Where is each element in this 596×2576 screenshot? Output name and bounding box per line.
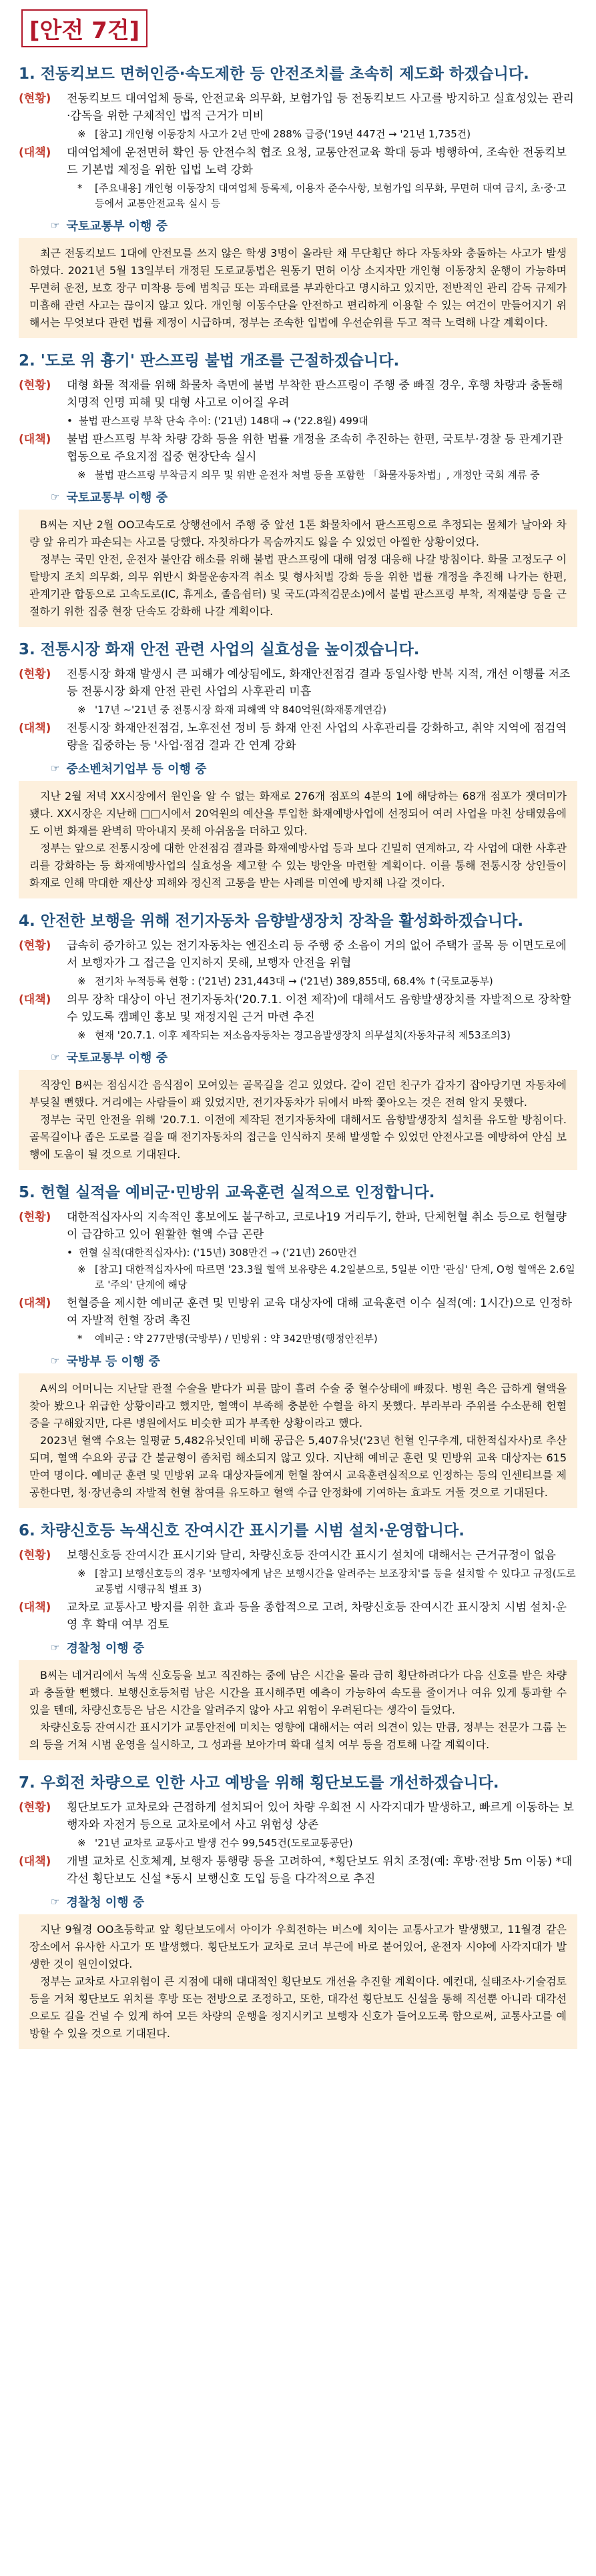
arrow-icon: ☞ — [51, 219, 60, 231]
note-mark: ※ — [77, 975, 86, 987]
status-row — [19, 937, 577, 972]
note-mark: ※ — [77, 704, 86, 716]
note-mark: ※ — [77, 1263, 86, 1275]
row-tag: (대책) — [19, 1855, 51, 1868]
note-text: 예비군 : 약 277만명(국방부) / 민방위 : 약 342만명(행정안전부) — [95, 1333, 378, 1345]
section-title: 5. 헌혈 실적을 예비군·민방위 교육훈련 실적으로 인정합니다. — [19, 1184, 435, 1201]
ministry-text: 중소벤처기업부 등 이행 중 — [66, 762, 207, 776]
ministry-line — [51, 1639, 577, 1656]
narrative-box — [19, 510, 577, 627]
narrative-paragraph: 2023년 혈액 수요는 일평균 5,482유닛인데 비해 공급은 5,407유닛('23년 헌혈 인구추계, 대한적십자사)로 추산되며, 혈액 수요와 공급 간 불균형이 좀처럼 해소되지 않고 있다. 지난해 예비군 훈련 및 민방위 교육 대상자는 615만여 명이다. 예비군 훈련 및 민방위 교육 대상자들에게 헌혈 참여시 교육훈련실적으로 인정하는 등의 인센티브를 제공한다면, 청·장년층의 자발적 헌혈 참여를 유도하고 혈액 수급 안정화에 기여하는 효과도 거둘 것으로 기대된다. — [29, 1434, 567, 1499]
note-mark: * — [77, 182, 83, 194]
document-title: [안전 7건] — [21, 9, 147, 47]
note-mark: ※ — [77, 1029, 86, 1041]
row-tag: (현황) — [19, 939, 51, 952]
note-text: [참고] 대한적십자사에 따르면 '23.3월 혈액 보유량은 4.2일분으로, 5일분 이만 '관심' 단계, O형 혈액은 2.6일로 '주의' 단계에 해당 — [95, 1263, 575, 1291]
note-row — [77, 127, 577, 142]
note-text: '17년 ~'21년 중 전통시장 화재 피해액 약 840억원(화재통계연감) — [95, 704, 386, 716]
note-row — [77, 181, 577, 211]
status-row — [19, 90, 577, 125]
narrative-box — [19, 238, 577, 338]
note-mark: ※ — [77, 1567, 86, 1579]
narrative-box — [19, 1660, 577, 1760]
note-row — [77, 1836, 577, 1851]
narrative-paragraph: 정부는 국민 안전, 운전자 불안감 해소를 위해 불법 판스프링에 대해 엄정 대응해 나갈 방침이다. 화물 고정도구 이탈방지 조치 의무화, 의무 위반시 화물운송자격 취소 및 형사처벌 강화 등을 위한 법률 개정을 추진해 나가는 한편, 관계기관 합동으로 고속도로(IC, 휴게소, 졸음쉼터) 및 국도(과적검문소)에서 불법 판스프링 부착, 적재불량 등을 근절하기 위한 집중 현장 단속도 강화해 나갈 계획이다. — [29, 553, 567, 618]
ministry-line — [51, 1049, 577, 1066]
narrative-paragraph: A씨의 어머니는 지난달 관절 수술을 받다가 피를 많이 흘려 수술 중 혈수상태에 빠졌다. 병원 측은 급하게 혈액을 찾아 봤으나 위급한 상황이라고 했지만, 혈액이 부족해 충분한 수혈을 하지 못했다. 부라부라 주위를 수소문해 헌혈증을 구해왔지만, 다른 병원에서도 비슷한 피가 부족한 상황이라고 했다. — [29, 1382, 567, 1429]
section-title: 7. 우회전 차량으로 인한 사고 예방을 위해 횡단보도를 개선하겠습니다. — [19, 1774, 499, 1792]
row-tag: (대책) — [19, 146, 51, 159]
arrow-icon: ☞ — [51, 762, 60, 774]
ministry-text: 국토교통부 이행 중 — [66, 1051, 168, 1065]
status-row — [19, 377, 577, 412]
ministry-text: 경찰청 이행 중 — [66, 1642, 145, 1656]
row-tag: (현황) — [19, 668, 51, 681]
ministry-line — [51, 488, 577, 506]
row-tag: (현황) — [19, 1211, 51, 1224]
section-title: 2. '도로 위 흉기' 판스프링 불법 개조를 근절하겠습니다. — [19, 352, 400, 370]
narrative-paragraph: 정부는 앞으로 전통시장에 대한 안전점검 결과를 화재예방사업 등과 보다 긴밀히 연계하고, 각 사업에 대한 사후관리를 강화하는 등 화재예방사업의 실효성을 제고할 수 있는 방안을 마련할 계획이다. 이를 통해 전통시장 상인들이 화재로 인해 막대한 재산상 피해와 정신적 고통을 받는 사례를 미연에 방지해 나갈 것이다. — [29, 842, 567, 889]
measure-row — [19, 1599, 577, 1634]
row-tag: (대책) — [19, 433, 51, 446]
narrative-box — [19, 1070, 577, 1170]
row-text: 대한적십자사의 지속적인 홍보에도 불구하고, 코로나19 거리두기, 한파, 단체헌혈 취소 등으로 헌혈량이 급감하고 있어 원활한 혈액 수급 곤란 — [67, 1211, 567, 1241]
row-text: 대형 화물 적재를 위해 화물차 측면에 불법 부착한 판스프링이 주행 중 빠질 경우, 후행 차량과 충돌해 치명적 인명 피해 및 대형 사고로 이어질 우려 — [67, 379, 563, 410]
section-1 — [19, 63, 577, 338]
ministry-line — [51, 760, 577, 777]
row-text: 급속히 증가하고 있는 전기자동차는 엔진소리 등 주행 중 소음이 거의 없어 주택가 골목 등 이면도로에서 보행자가 그 접근을 인지하지 못해, 보행자 안전을 위협 — [67, 939, 567, 970]
narrative-paragraph: 차량신호등 잔여시간 표시기가 교통안전에 미치는 영향에 대해서는 여러 의견이 있는 만큼, 정부는 전문가 그룹 논의 등을 거쳐 시범 운영을 실시하고, 그 성과를 보아가며 확대 설치 여부 등을 검토해 나갈 계획이다. — [29, 1721, 567, 1751]
note-text: 전기차 누적등록 현황 : ('21년) 231,443대 → ('21년) 389,855대, 68.4% ↑(국토교통부) — [95, 975, 493, 987]
measure-row — [19, 1853, 577, 1888]
section-3 — [19, 639, 577, 898]
narrative-paragraph: 지난 2월 저녁 XX시장에서 원인을 알 수 없는 화재로 276개 점포의 4분의 1에 해당하는 68개 점포가 잿더미가 됐다. XX시장은 지난해 □□시에서 20억원의 예산을 투입한 화재예방사업에 선정되어 여러 사업을 마친 상태였음에도 이번 화재를 완벽히 막아내지 못해 아쉬움을 더하고 있다. — [29, 790, 567, 837]
ministry-line — [51, 1893, 577, 1910]
row-tag: (현황) — [19, 379, 51, 392]
arrow-icon: ☞ — [51, 1355, 60, 1367]
section-7 — [19, 1772, 577, 2049]
row-tag: (대책) — [19, 993, 51, 1007]
section-title: 3. 전통시장 화재 안전 관련 사업의 실효성을 높이겠습니다. — [19, 641, 420, 658]
note-row — [77, 1262, 577, 1293]
row-text: 전동킥보드 대여업체 등록, 안전교육 의무화, 보험가입 등 전동킥보드 사고를 방지하고 실효성있는 관리·감독을 위한 구체적인 법적 근거가 미비 — [67, 92, 574, 123]
measure-row — [19, 1295, 577, 1329]
row-tag: (대책) — [19, 722, 51, 735]
ministry-text: 국방부 등 이행 중 — [66, 1355, 160, 1369]
status-row — [19, 1799, 577, 1834]
note-row — [77, 1331, 577, 1347]
status-row — [19, 1547, 577, 1564]
note-mark: ※ — [77, 469, 86, 481]
status-row — [19, 1209, 577, 1243]
narrative-box — [19, 781, 577, 898]
ministry-text: 경찰청 이행 중 — [66, 1896, 145, 1910]
row-text: 보행신호등 잔여시간 표시기와 달리, 차량신호등 잔여시간 표시기 설치에 대해서는 근거규정이 없음 — [67, 1549, 556, 1562]
narrative-paragraph: 최근 전동킥보드 1대에 안전모를 쓰지 않은 학생 3명이 올라탄 채 무단횡단 하다 자동차와 충돌하는 사고가 발생하였다. 2021년 5월 13일부터 개정된 도로교통법은 원동기 면허 이상 소지자만 개인형 이동장치 운행이 가능하며 무면허 운전, 보호 장구 미착용 등에 범칙금 또는 과태료를 부과한다고 명시하고 있지만, 전반적인 관리 감독 규제가 미흡해 관련 사고는 끊이지 않고 있다. 개인형 이동수단을 안전하고 편리하게 이용할 수 있는 여건이 만들어지기 위해서는 무엇보다 관련 법률 제정이 시급하며, 정부는 조속한 입법에 우선순위를 두고 적극 노력해 나갈 계획이다. — [29, 247, 567, 329]
sections-container — [19, 63, 577, 2049]
note-mark: ※ — [77, 128, 86, 140]
measure-row — [19, 720, 577, 754]
bullet-row — [67, 414, 577, 429]
arrow-icon: ☞ — [51, 491, 60, 503]
note-text: 현재 '20.7.1. 이후 제작되는 저소음자동차는 경고음발생장치 의무설치(자동차규칙 제53조의3) — [95, 1029, 511, 1041]
ministry-line — [51, 217, 577, 234]
arrow-icon: ☞ — [51, 1896, 60, 1908]
row-tag: (대책) — [19, 1601, 51, 1614]
row-tag: (현황) — [19, 1801, 51, 1814]
narrative-box — [19, 1914, 577, 2049]
row-text: 전통시장 화재 발생시 큰 피해가 예상됨에도, 화재안전점검 결과 동일사항 반복 지적, 개선 이행률 저조 등 전통시장 화재 안전 관련 사업의 사후관리 미흡 — [67, 668, 571, 698]
note-text: [주요내용] 개인형 이동장치 대여업체 등록제, 이용자 준수사항, 보험가입 의무화, 무면허 대여 금지, 초·중·고 등에서 교통안전교육 실시 등 — [95, 182, 567, 209]
narrative-paragraph: 정부는 국민 안전을 위해 '20.7.1. 이전에 제작된 전기자동차에 대해서도 음향발생장치 설치를 유도할 방침이다. 골목길이나 좁은 도로를 걸을 때 전기자동차의 접근을 인식하지 못해 발생할 수 있었던 안전사고를 예방하여 안심 보행에 도움이 될 것으로 기대된다. — [29, 1113, 567, 1161]
section-4 — [19, 910, 577, 1170]
note-text: [참고] 보행신호등의 경우 '보행자에게 남은 보행시간을 알려주는 보조장치'를 둥을 설치할 수 있다고 규정(도로교통법 시행규칙 별표 3) — [95, 1567, 576, 1595]
narrative-paragraph: 정부는 교차로 사고위험이 큰 지점에 대해 대대적인 횡단보도 개선을 추진할 계획이다. 예컨대, 실태조사·기술검토 등을 거쳐 횡단보도 위치를 후방 또는 전방으로 조정하고, 또한, 대각선 횡단보도 신설을 통해 직선뿐 아니라 대각선으로도 길을 건널 수 있게 하여 모든 차량의 운행을 정지시키고 보행자 신호가 들어오도록 함으로써, 교통사고를 예방할 수 있을 것으로 기대된다. — [29, 1975, 567, 2040]
status-row — [19, 666, 577, 700]
section-title: 1. 전동킥보드 면허인증·속도제한 등 안전조치를 초속히 제도화 하겠습니다. — [19, 65, 529, 83]
section-title: 4. 안전한 보행을 위해 전기자동차 음향발생장치 장착을 활성화하겠습니다. — [19, 912, 524, 930]
bullet-row — [67, 1245, 577, 1261]
section-6 — [19, 1520, 577, 1760]
narrative-paragraph: 직장인 B씨는 점심시간 음식점이 모여있는 골목길을 걷고 있었다. 같이 걷던 친구가 갑자기 잡아당기면 자동차에 부딪칠 뻔했다. 거리에는 사람들이 꽤 있었지만, 전기자동차가 뒤에서 바짝 쫓아오는 것은 전혀 알지 못했다. — [29, 1079, 567, 1109]
arrow-icon: ☞ — [51, 1051, 60, 1063]
measure-row — [19, 431, 577, 466]
note-row — [77, 1566, 577, 1597]
note-row — [77, 974, 577, 989]
section-2 — [19, 350, 577, 627]
ministry-text: 국토교통부 이행 중 — [66, 491, 168, 505]
note-text: '21년 교차로 교통사고 발생 건수 99,545건(도로교통공단) — [95, 1837, 353, 1849]
measure-row — [19, 144, 577, 179]
section-title: 6. 차량신호등 녹색신호 잔여시간 표시기를 시범 설치·운영합니다. — [19, 1522, 465, 1539]
narrative-paragraph: B씨는 네거리에서 녹색 신호등을 보고 직진하는 중에 남은 시간을 몰라 급히 횡단하려다가 다음 신호를 받은 차량과 충돌할 뻔했다. 보행신호등처럼 남은 시간을 표시해주면 예측이 가능하여 속도를 줄이거나 여유 있게 통과할 수 있을 텐데, 차량신호등은 남은 시간을 알려주지 않아 사고 위험이 우려된다는 생각이 들었다. — [29, 1669, 567, 1716]
row-text: 전통시장 화재안전점검, 노후전선 정비 등 화재 안전 사업의 사후관리를 강화하고, 취약 지역에 점검역량을 집중하는 등 '사업·점검 결과 간 연계 강화 — [67, 722, 567, 752]
note-mark: * — [77, 1333, 83, 1345]
measure-row — [19, 991, 577, 1026]
row-tag: (대책) — [19, 1297, 51, 1310]
section-5 — [19, 1182, 577, 1508]
row-text: 대여업체에 운전면허 확인 등 안전수칙 협조 요청, 교통안전교육 확대 등과 병행하여, 조속한 전동킥보드 기본법 제정을 위한 입법 노력 강화 — [67, 146, 567, 177]
narrative-paragraph: 지난 9월경 OO초등학교 앞 횡단보도에서 아이가 우회전하는 버스에 치이는 교통사고가 발생했고, 11월경 같은 장소에서 유사한 사고가 또 발생했다. 횡단보도가 교차로 코너 부근에 바로 붙어있어, 운전자 시야에 사각지대가 발생한 것이 원인이었다. — [29, 1923, 567, 1970]
row-text: 의무 장착 대상이 아닌 전기자동차('20.7.1. 이전 제작)에 대해서도 음향발생장치를 자발적으로 장착할 수 있도록 캠페인 홍보 및 재정지원 근거 마련 추진 — [67, 993, 571, 1024]
ministry-line — [51, 1352, 577, 1369]
note-mark: ※ — [77, 1837, 86, 1849]
note-row — [77, 468, 577, 483]
narrative-box — [19, 1373, 577, 1508]
row-tag: (현황) — [19, 92, 51, 105]
note-row — [77, 1028, 577, 1043]
arrow-icon: ☞ — [51, 1642, 60, 1654]
note-text: [참고] 개인형 이동장치 사고가 2년 만에 288% 급증('19년 447건 → '21년 1,735건) — [95, 128, 471, 140]
bullet-mark: • — [67, 415, 73, 427]
note-text: 불법 판스프링 부착금지 의무 및 위반 운전자 처벌 등을 포함한 「화물자동차법」, 개정안 국회 계류 중 — [95, 469, 540, 481]
bullet-text: 불법 판스프링 부착 단속 추이: ('21년) 148대 → ('22.8월) 499대 — [79, 415, 368, 427]
row-text: 횡단보도가 교차로와 근접하게 설치되어 있어 차량 우회전 시 사각지대가 발생하고, 빠르게 이동하는 보행자와 자전거 등으로 교차로에서 사고 위험성 상존 — [67, 1801, 574, 1832]
row-text: 개별 교차로 신호체계, 보행자 통행량 등을 고려하여, *횡단보도 위치 조정(예: 후방·전방 5m 이동) *대각선 횡단보도 신설 *동시 보행신호 도입 등을 다각적으로 추진 — [67, 1855, 573, 1886]
row-text: 불법 판스프링 부착 차량 강화 등을 위한 법률 개정을 조속히 추진하는 한편, 국토부·경찰 등 관계기관 협동으로 주요지점 집중 현장단속 실시 — [67, 433, 563, 464]
row-tag: (현황) — [19, 1549, 51, 1562]
note-row — [77, 702, 577, 718]
ministry-text: 국토교통부 이행 중 — [66, 219, 168, 233]
bullet-mark: • — [67, 1247, 73, 1259]
row-text: 헌혈증을 제시한 예비군 훈련 및 민방위 교육 대상자에 대해 교육훈련 이수 실적(예: 1시간)으로 인정하여 자발적 헌혈 장려 촉진 — [67, 1297, 572, 1327]
narrative-paragraph: B씨는 지난 2월 OO고속도로 상행선에서 주행 중 앞선 1톤 화물차에서 판스프링으로 추정되는 물체가 날아와 차량 앞 유리가 파손되는 사고를 당했다. 자칫하다가 목숨까지도 잃을 수 있었던 아찔한 상황이었다. — [29, 518, 567, 548]
bullet-text: 헌혈 실적(대한적십자사): ('15년) 308만건 → ('21년) 260만건 — [79, 1247, 357, 1259]
row-text: 교차로 교통사고 방지를 위한 효과 등을 종합적으로 고려, 차량신호등 잔여시간 표시장치 시범 설치·운영 후 확대 여부 검토 — [67, 1601, 567, 1632]
